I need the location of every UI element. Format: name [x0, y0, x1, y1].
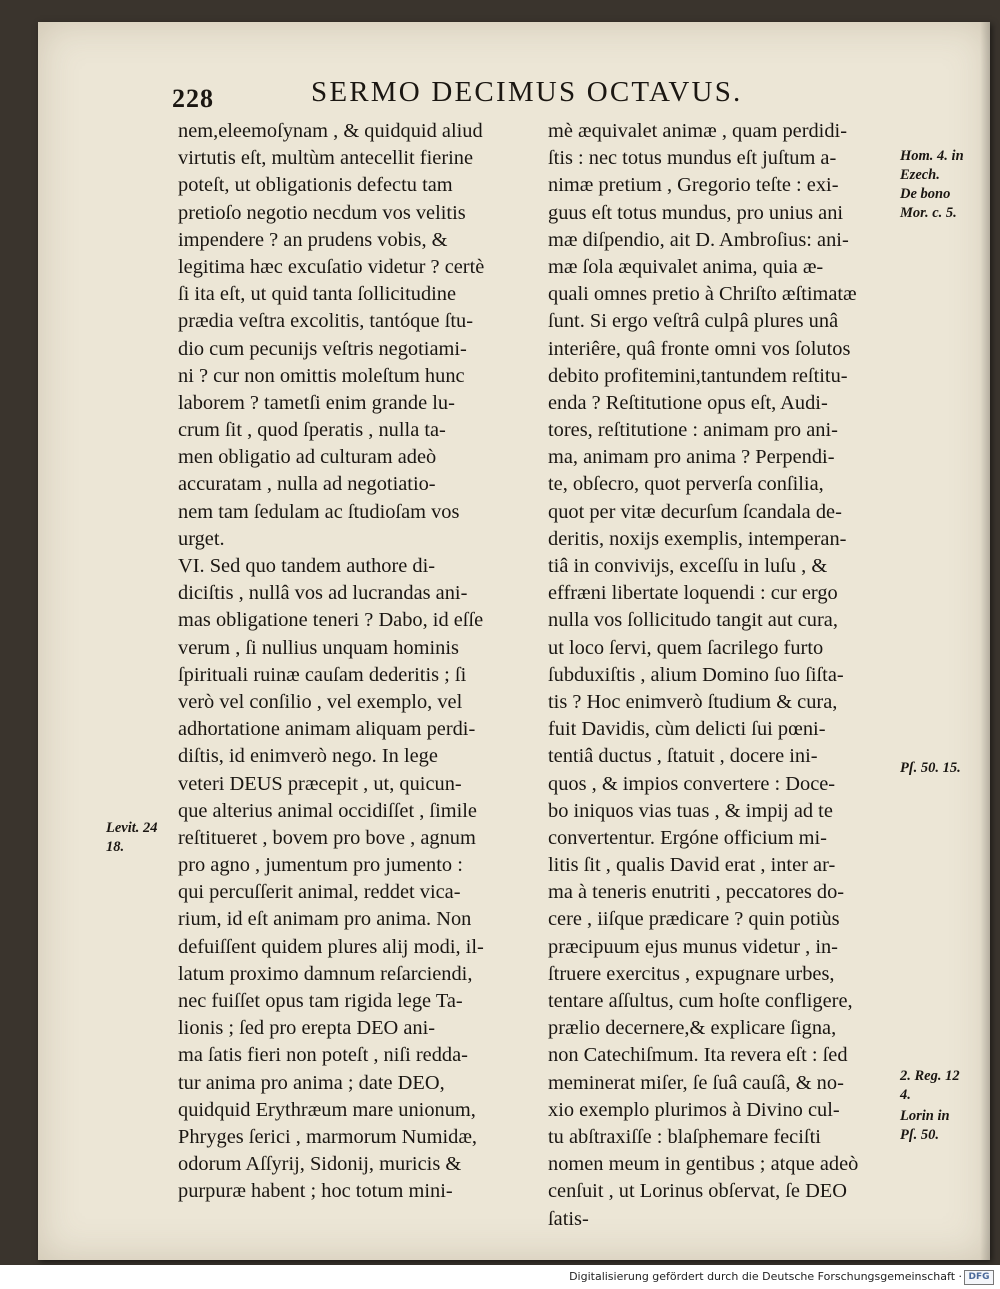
margin-note-hom-ezech: [900, 147, 964, 223]
left-column-line: que alterius animal occidiſſet , ſimile: [178, 799, 477, 822]
right-column-line: non Catechiſmum. Ita revera eſt : ſed: [548, 1044, 848, 1067]
right-column-line: tu abſtraxiſſe : blaſphemare feciſti: [548, 1125, 821, 1148]
margin-note-line: De bono: [900, 186, 951, 202]
right-column-line: ma à teneris enutriti , peccatores do-: [548, 881, 845, 904]
running-title: SERMO DECIMUS OCTAVUS.: [311, 76, 743, 108]
left-column-line: diſtis, id enimverò nego. In lege: [178, 745, 438, 768]
left-column-line: diciſtis , nullâ vos ad lucrandas ani-: [178, 582, 468, 605]
right-column-line: enda ? Reſtitutione opus eſt, Audi-: [548, 391, 828, 414]
left-column-line: odorum Aſſyrij, Sidonij, muricis &: [178, 1153, 462, 1176]
right-column-line: quos , & impios convertere : Doce-: [548, 772, 836, 795]
right-column-line: meminerat miſer, ſe ſuâ cauſâ, & no-: [548, 1071, 844, 1094]
margin-note-line: Levit. 24: [106, 820, 158, 836]
page-number: 228: [172, 84, 214, 113]
right-text-column: [548, 118, 940, 1233]
left-column-line: verò vel conſilio , vel exemplo, vel: [178, 690, 463, 713]
left-column-line: mas obligatione teneri ? Dabo, id eſſe: [178, 609, 484, 632]
right-column-line: mæ ſola æquivalet anima, quia æ-: [548, 255, 824, 278]
right-column-line: litis ſit , qualis David erat , inter ar-: [548, 854, 836, 877]
right-column-line: tentare aſſultus, cum hoſte confligere,: [548, 990, 853, 1012]
dfg-logo[interactable]: DFG: [964, 1270, 994, 1285]
right-column-line: ut loco ſervi, quem ſacrilego furto: [548, 636, 824, 659]
left-column-line: ma ſatis fieri non poteſt , niſi redda-: [178, 1044, 468, 1067]
left-column-line: virtutis eſt, multùm antecellit fierine: [178, 147, 474, 170]
left-column-line: ſpirituali ruinæ cauſam dederitis ; ſi: [178, 663, 467, 686]
right-column-line: bo iniquos vias tuas , & impij ad te: [548, 799, 833, 822]
margin-note-line: 2. Reg. 12: [900, 1068, 960, 1084]
margin-note-levit: [106, 819, 158, 857]
book-page: [38, 22, 990, 1260]
left-column-line: verum , ſi nullius unquam hominis: [178, 636, 459, 659]
left-column-line: lionis ; ſed pro erepta DEO ani-: [178, 1017, 436, 1040]
left-column-line: quidquid Erythræum mare unionum,: [178, 1098, 476, 1121]
right-column-line: præcipuum ejus munus videtur , in-: [548, 935, 838, 958]
left-column-line: prædia veſtra excolitis, tantóque ſtu-: [178, 310, 474, 333]
margin-note-line: 18.: [106, 839, 125, 855]
margin-note-lorin: [900, 1107, 950, 1145]
right-column-line: tentiâ ductus , ſtatuit , docere ini-: [548, 745, 818, 768]
page-edge-shadow: [980, 22, 990, 1260]
right-column-line: deritis, noxijs exemplis, intemperan-: [548, 527, 847, 550]
right-column-line: ſtis : nec totus mundus eſt juſtum a-: [548, 147, 837, 170]
funding-credit: Digitalisierung gefördert durch die Deutsche Forschungsgemeinschaft ·: [569, 1270, 962, 1283]
left-column-line: latum proximo damnum reſarciendi,: [178, 962, 473, 985]
right-column-line: ſatis-: [548, 1207, 589, 1230]
margin-note-line: Ezech.: [900, 167, 940, 183]
right-column-line: cenſuit , ut Lorinus obſervat, ſe DEO: [548, 1180, 847, 1203]
left-text-column: [178, 118, 562, 1206]
left-column-line: nem,eleemoſynam , & quidquid aliud: [178, 120, 483, 142]
margin-note-line: Mor. c. 5.: [900, 205, 957, 221]
right-column-line: prælio decernere,& explicare ſigna,: [548, 1017, 837, 1040]
left-column-line: accuratam , nulla ad negotiatio-: [178, 473, 436, 496]
left-column-line: rium, id eſt animam pro anima. Non: [178, 908, 472, 931]
page-header: [38, 74, 990, 114]
left-column-line: VI. Sed quo tandem authore di-: [178, 555, 436, 577]
left-column-line: men obligatio ad culturam adeò: [178, 446, 437, 469]
left-column-line: adhortatione animam aliquam perdi-: [178, 718, 476, 741]
right-column-line: nomen meum in gentibus ; atque adeò: [548, 1153, 859, 1176]
margin-note-line: Hom. 4. in: [900, 148, 964, 164]
right-column-line: xio exemplo plurimos à Divino cul-: [548, 1098, 840, 1121]
right-column-line: ſunt. Si ergo veſtrâ culpâ plures unâ: [548, 310, 839, 333]
right-column-line: tis ? Hoc enimverò ſtudium & cura,: [548, 690, 838, 713]
left-column-line: veteri DEUS præcepit , ut, quicun-: [178, 772, 462, 795]
left-column-line: urget.: [178, 527, 225, 550]
margin-note-line: Pſ. 50. 15.: [900, 760, 961, 776]
right-column-line: ſubduxiſtis , alium Domino ſuo ſiſta-: [548, 663, 844, 686]
left-column-line: qui percuſſerit animal, reddet vica-: [178, 881, 461, 904]
left-column-line: ſi ita eſt, ut quid tanta ſollicitudine: [178, 283, 457, 306]
right-column-line: nulla vos ſollicitudo tangit aut cura,: [548, 609, 838, 632]
right-column-line: mè æquivalet animæ , quam perdidi-: [548, 120, 847, 142]
left-column-line: dio cum pecunijs veſtris negotiami-: [178, 337, 467, 360]
right-column-line: guus eſt totus mundus, pro unius ani: [548, 201, 844, 224]
right-column-line: convertentur. Ergóne officium mi-: [548, 826, 827, 849]
right-column-line: te, obſecro, quot perverſa conſilia,: [548, 473, 824, 496]
left-column-line: poteſt, ut obligationis defectu tam: [178, 174, 453, 197]
left-column-line: nem tam ſedulam ac ſtudioſam vos: [178, 500, 460, 523]
right-column-line: quot per vitæ decurſum ſcandala de-: [548, 500, 842, 523]
right-column-line: effræni libertate loquendi : cur ergo: [548, 582, 838, 605]
left-column-line: defuiſſent quidem plures alij modi, il-: [178, 935, 484, 958]
left-column-line: pro agno , jumentum pro jumento :: [178, 854, 463, 877]
right-column-line: quali omnes pretio à Chriſto æſtimatæ: [548, 283, 857, 306]
margin-note-2-reg: [900, 1067, 960, 1105]
left-column-line: purpuræ habent ; hoc totum mini-: [178, 1180, 453, 1203]
right-column-line: nimæ pretium , Gregorio teſte : exi-: [548, 174, 839, 197]
left-column-line: pretioſo negotio necdum vos velitis: [178, 201, 466, 224]
left-column-line: impendere ? an prudens vobis, &: [178, 228, 448, 251]
left-column-line: laborem ? tametſi enim grande lu-: [178, 391, 455, 414]
right-column-line: mæ diſpendio, ait D. Ambroſius: ani-: [548, 228, 849, 251]
right-column-line: fuit Davidis, cùm delicti ſui pœni-: [548, 718, 826, 741]
footer-bar: [0, 1265, 1000, 1289]
left-column-line: Phryges ſerici , marmorum Numidæ,: [178, 1125, 478, 1148]
margin-note-line: 4.: [900, 1087, 911, 1103]
left-column-line: crum ſit , quod ſperatis , nulla ta-: [178, 419, 446, 442]
right-column-line: debito profitemini,tantundem reſtitu-: [548, 364, 848, 387]
right-column-line: ma, animam pro anima ? Perpendi-: [548, 446, 835, 469]
left-column-line: legitima hæc excuſatio videtur ? certè: [178, 255, 485, 278]
right-column-line: tiâ in convivijs, exceſſu in luſu , &: [548, 555, 828, 577]
margin-note-line: Pſ. 50.: [900, 1127, 940, 1143]
left-column-line: reſtitueret , bovem pro bove , agnum: [178, 826, 476, 849]
left-column-line: tur anima pro anima ; date DEO,: [178, 1071, 445, 1094]
right-column-line: ſtruere exercitus , expugnare urbes,: [548, 962, 835, 985]
right-column-line: interiêre, quâ fronte omni vos ſolutos: [548, 337, 851, 360]
margin-note-ps-50: [900, 759, 961, 778]
right-column-line: cere , iiſque prædicare ? quin potiùs: [548, 908, 840, 931]
left-column-line: nec fuiſſet opus tam rigida lege Ta-: [178, 990, 463, 1012]
right-column-line: tores, reſtitutione : animam pro ani-: [548, 419, 838, 442]
margin-note-line: Lorin in: [900, 1108, 950, 1124]
left-column-line: ni ? cur non omittis moleſtum hunc: [178, 364, 465, 387]
